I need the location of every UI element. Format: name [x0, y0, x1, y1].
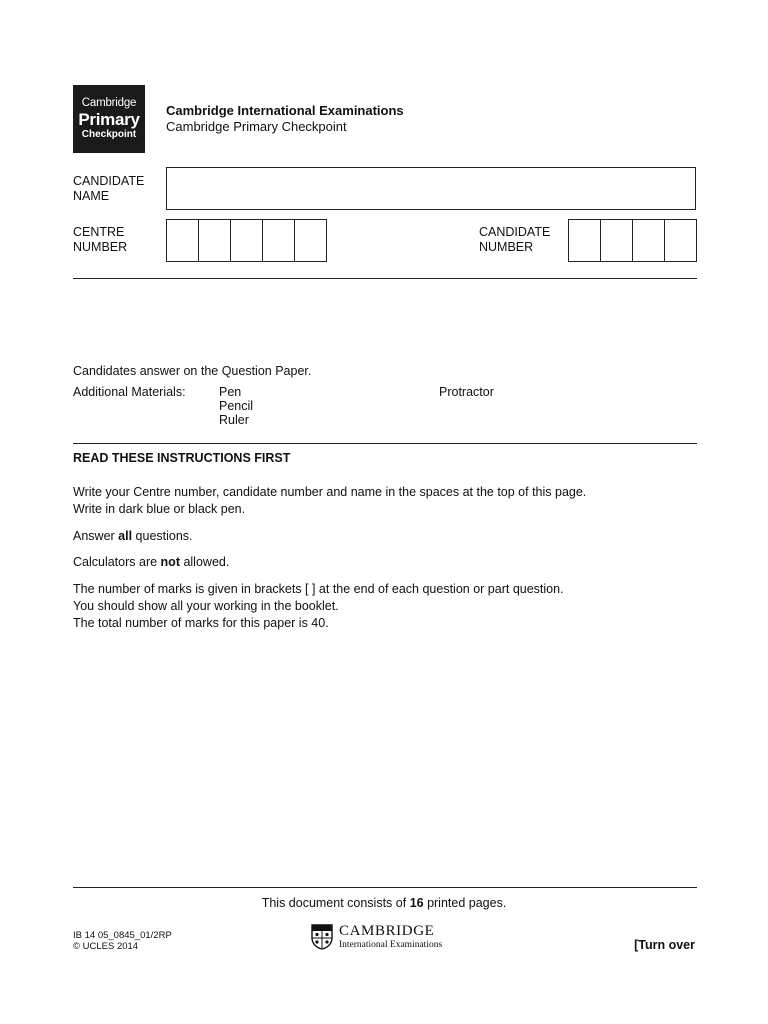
digit-box[interactable] [199, 220, 231, 261]
text-span: Calculators are [73, 555, 161, 569]
instruction-line: Write your Centre number, candidate number and name in the spaces at the top of this page. [73, 485, 587, 499]
divider [73, 887, 697, 888]
label-line: NUMBER [73, 240, 128, 254]
digit-box[interactable] [263, 220, 295, 261]
digit-box[interactable] [633, 220, 665, 261]
label-line: CANDIDATE [479, 225, 551, 239]
materials-label: Additional Materials: [73, 385, 186, 399]
logo-line-2: Primary [78, 110, 140, 130]
text-span: Answer [73, 529, 119, 543]
material-item: Pencil [219, 399, 254, 413]
digit-box[interactable] [167, 220, 199, 261]
instruction-line: The number of marks is given in brackets [ ] at the end of each question or part question. [73, 582, 564, 596]
instruction-line: Write in dark blue or black pen. [73, 502, 246, 516]
digit-box[interactable] [601, 220, 633, 261]
divider [73, 443, 697, 444]
cambridge-wordmark-sub: International Examinations [339, 940, 443, 950]
digit-box[interactable] [569, 220, 601, 261]
materials-list [219, 385, 253, 427]
emphasis: 16 [409, 896, 424, 910]
label-line: NAME [73, 189, 110, 203]
text-span: allowed. [179, 555, 230, 569]
instruction-calculators [73, 555, 229, 569]
cambridge-wordmark: CAMBRIDGE [339, 923, 435, 939]
instruction-answer [73, 529, 193, 543]
text-span: questions. [132, 529, 193, 543]
instruction-line: The total number of marks for this paper is 40. [73, 616, 329, 630]
emphasis: not [160, 555, 180, 569]
candidate-number-label [479, 225, 550, 255]
logo-line-3: Checkpoint [81, 129, 137, 141]
label-line: NUMBER [479, 240, 534, 254]
logo-line-1: Cambridge [81, 96, 137, 109]
material-item: Protractor [439, 385, 494, 399]
copyright: © UCLES 2014 [73, 941, 139, 952]
digit-box[interactable] [665, 220, 696, 261]
text-span: printed pages. [423, 896, 507, 910]
materials-intro: Candidates answer on the Question Paper. [73, 364, 312, 378]
material-item: Pen [219, 385, 242, 399]
paper-code-block [73, 930, 172, 952]
turn-over: [Turn over [634, 938, 695, 952]
material-item: Ruler [219, 413, 249, 427]
label-line: CANDIDATE [73, 174, 145, 188]
org-title: Cambridge International Examinations [166, 103, 404, 118]
cambridge-crest-icon [311, 924, 333, 950]
cambridge-primary-checkpoint-logo [73, 85, 145, 153]
digit-box[interactable] [295, 220, 326, 261]
instructions-heading: READ THESE INSTRUCTIONS FIRST [73, 451, 291, 465]
candidate-name-label [73, 174, 144, 204]
page-count [0, 896, 768, 910]
candidate-number-boxes[interactable] [568, 219, 697, 262]
divider [73, 278, 697, 279]
paper-code: IB 14 05_0845_01/2RP [73, 930, 172, 941]
instruction-line: You should show all your working in the booklet. [73, 599, 339, 613]
label-line: CENTRE [73, 225, 125, 239]
text-span: This document consists of [261, 896, 410, 910]
program-title: Cambridge Primary Checkpoint [166, 119, 347, 134]
centre-number-boxes[interactable] [166, 219, 327, 262]
digit-box[interactable] [231, 220, 263, 261]
candidate-name-box[interactable] [166, 167, 696, 210]
emphasis: all [118, 529, 133, 543]
centre-number-label [73, 225, 127, 255]
